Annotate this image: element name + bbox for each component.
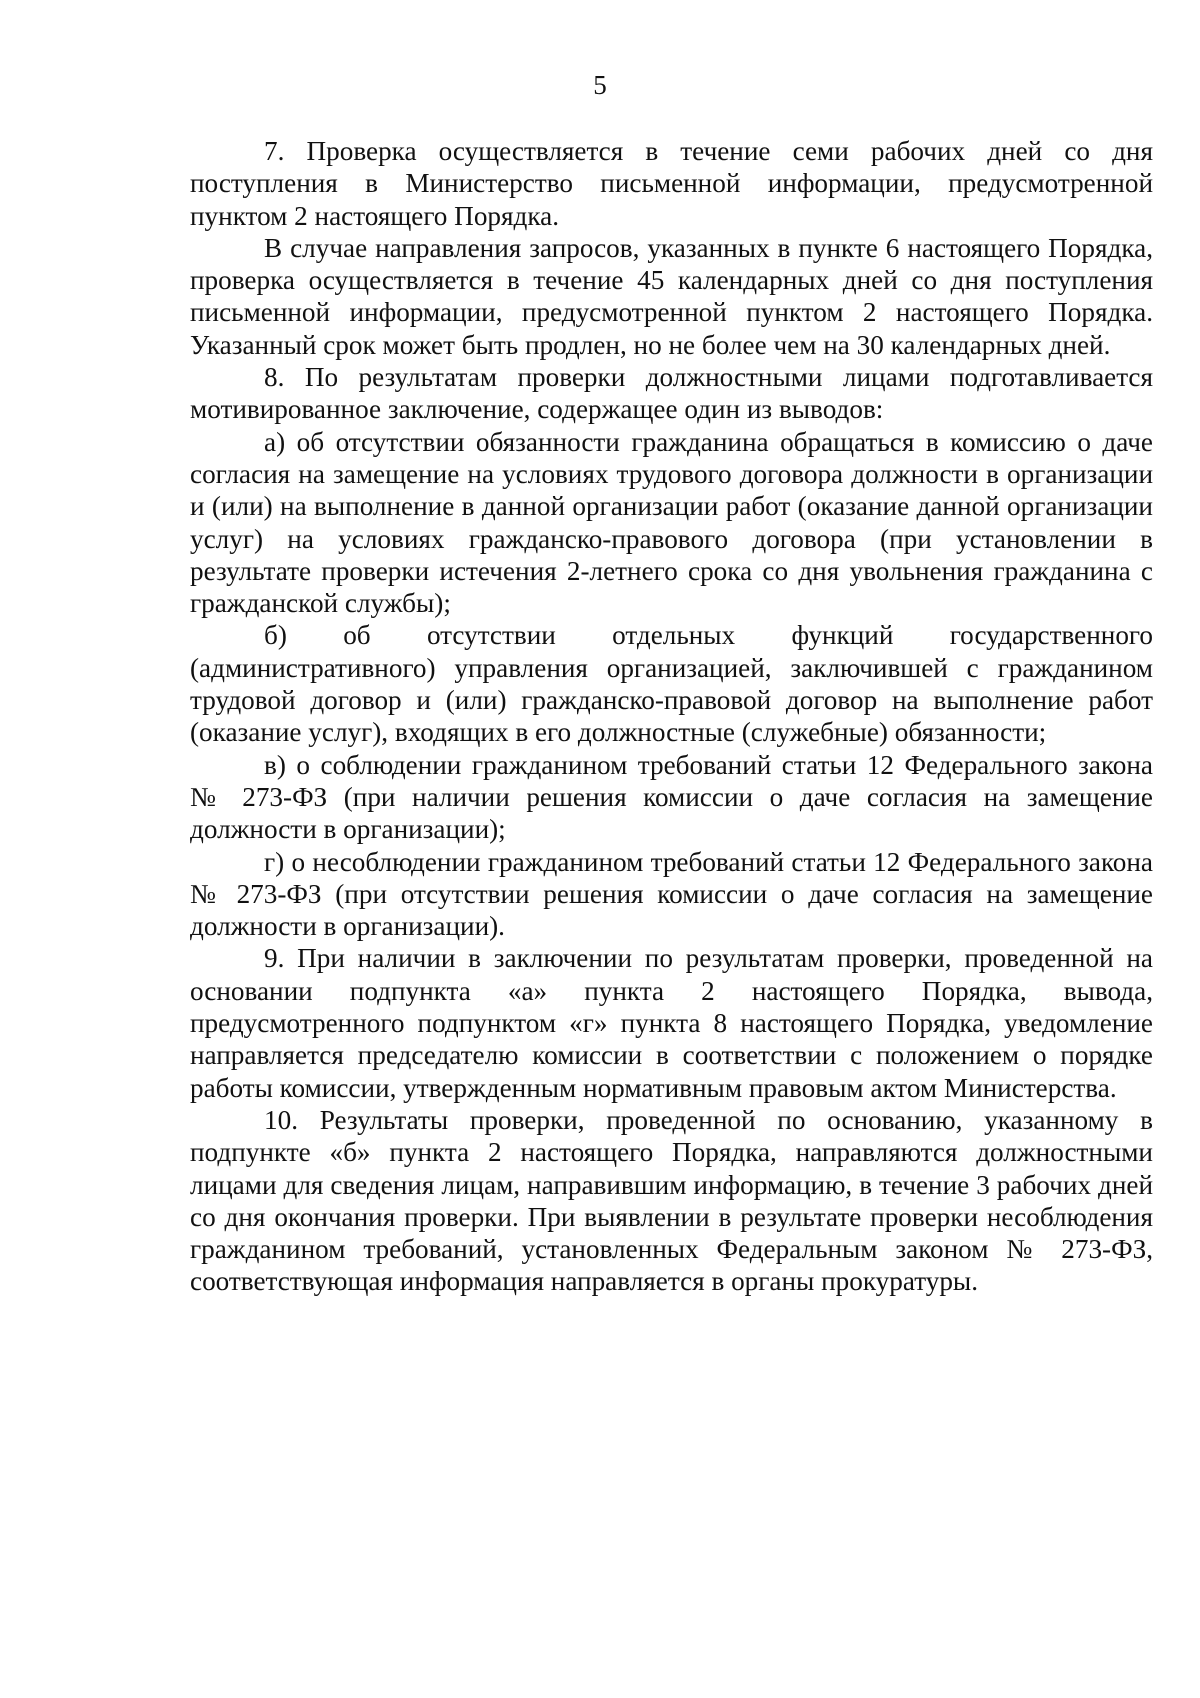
paragraph-7: 7. Проверка осуществляется в течение семи рабочих дней со дня поступления в Министерство письменной информации, предусмотренной пунктом 2 настоящего Порядка. [190, 136, 1153, 231]
paragraph-8-item-b: б) об отсутствии отдельных функций государственного (административного) управления организацией, заключившей с гражданином трудовой договор и (или) гражданско-правовой договор на выполнение работ (оказание услуг), входящих в его должностные (служебные) обязанности; [190, 620, 1153, 748]
paragraph-8-item-v: в) о соблюдении гражданином требований статьи 12 Федерального закона № 273-ФЗ (при наличии решения комиссии о даче согласия на замещение должности в организации); [190, 749, 1153, 845]
document-body [190, 135, 1153, 1298]
paragraph-7-continued: В случае направления запросов, указанных в пункте 6 настоящего Порядка, проверка осуществляется в течение 45 календарных дней со дня поступления письменной информации, предусмотренной пунктом 2 настоящего Порядка. Указанный срок может быть продлен, но не более чем на 30 календарных дней. [190, 232, 1153, 360]
paragraph-8-item-g: г) о несоблюдении гражданином требований статьи 12 Федерального закона № 273-ФЗ (при отсутствии решения комиссии о даче согласия на замещение должности в организации). [190, 846, 1153, 942]
page-number: 5 [593, 70, 607, 100]
paragraph-10: 10. Результаты проверки, проведенной по основанию, указанному в подпункте «б» пункта 2 настоящего Порядка, направляются должностными лицами для сведения лицам, направившим информацию, в течение 3 рабочих дней со дня окончания проверки. При выявлении в результате проверки несоблюдения гражданином требований, установленных Федеральным законом № 273-ФЗ, соответствующая информация направляется в органы прокуратуры. [190, 1104, 1153, 1297]
paragraph-9: 9. При наличии в заключении по результатам проверки, проведенной на основании подпункта «а» пункта 2 настоящего Порядка, вывода, предусмотренного подпунктом «г» пункта 8 настоящего Порядка, уведомление направляется председателю комиссии в соответствии с положением о порядке работы комиссии, утвержденным нормативным правовым актом Министерства. [190, 943, 1153, 1103]
paragraph-8: 8. По результатам проверки должностными лицами подготавливается мотивированное заключение, содержащее один из выводов: [190, 362, 1153, 425]
paragraph-8-item-a: а) об отсутствии обязанности гражданина обращаться в комиссию о даче согласия на замещение на условиях трудового договора должности в организации и (или) на выполнение в данной организации работ (оказание данной организации услуг) на условиях гражданско-правового договора (при установлении в результате проверки истечения 2-летнего срока со дня увольнения гражданина с гражданской службы); [190, 426, 1153, 619]
